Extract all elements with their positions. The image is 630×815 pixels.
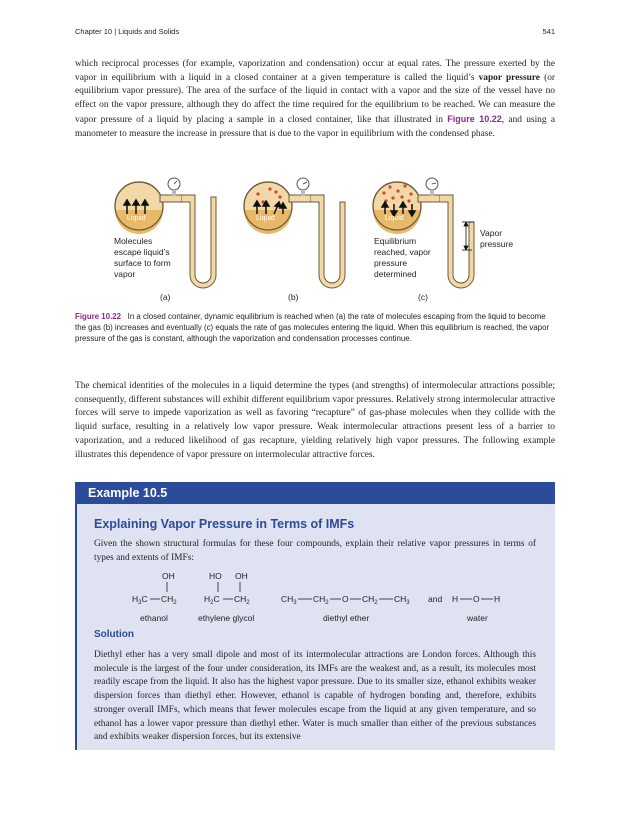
page-number: 541 [542,27,555,36]
intro-text-1: which reciprocal processes (for example, vaporization and condensation) occur at equal rates. The pressure exerted by the vapor in equilibrium with a liquid in a closed container at a given temperature is called the liquid’s [75,59,555,83]
example-title: Explaining Vapor Pressure in Terms of IMFs [94,517,355,531]
compound-water: water [467,613,488,623]
figure-caption [75,312,555,344]
panel-b-label: (b) [288,292,299,302]
vapor-pressure-label-0: Vapor [480,228,503,238]
chapter-title: Chapter 10 | Liquids and Solids [75,27,180,36]
panel-c-text-0: Equilibrium [374,236,417,246]
vapor-pressure-term: vapor pressure [478,72,540,83]
panel-c-label: (c) [418,292,428,302]
example-prompt: Given the shown structural formulas for these four compounds, explain their relative vapor pressures in terms of types and extents of IMFs: [94,539,536,563]
vapor-pressure-diagram [100,172,540,307]
svg-text:OH: OH [235,571,248,581]
svg-text:H: H [494,594,501,604]
svg-text:H3C: $H_3C$ [132,594,148,606]
solution-text: Diethyl ether has a very small dipole and most of its intermolecular attractions are London forces. Although this molecule is the largest of the four under consideration, its IMFs are the weakest and, as a result, its molecules most readily escape from the liquid. It also has the highest vapor pressure. Due to its smaller size, ethanol exhibits weaker dispersion forces than diethyl ether. However, ethanol is capable of hydrogen bonding and, therefore, exhibits stronger overall IMFs, which means that fewer molecules escape from the liquid at any given temperature, and so ethanol has a lower vapor pressure than diethyl ether. Water is much smaller than either of the previous substances and exhibits weaker dispersion forces, but its extensive [94,650,536,743]
body-paragraph: The chemical identities of the molecules in a liquid determine the types (and strengths) of intermolecular attractions possible; consequently, different substances will exhibit different equilibrium vapor pressures. Relatively strong intermolecular attractive forces will serve to impede vaporization as well as favoring “recapture” of gas-phase molecules when they collide with the liquid surface, resulting in a relatively low vapor pressure. Weak intermolecular attractions present less of a barrier to vaporization, and a reduced likelihood of gas recapture, yielding relatively high vapor pressures. The following example illustrates this dependence of vapor pressure on intermolecular attractive forces. [75,381,555,460]
panel-c [373,178,513,302]
panel-a-label: (a) [160,292,171,302]
compound-ethylene-glycol: ethylene glycol [198,613,255,623]
liquid-label-b: Liquid [256,215,275,222]
diethyl-ether-structure [281,594,410,606]
svg-text:O: O [342,594,349,604]
ethylene-glycol-structure [204,571,250,606]
svg-text:HO: HO [209,571,222,581]
intro-paragraph [75,58,555,141]
figure-10-22 [100,172,540,307]
panel-c-text-3: determined [374,269,417,279]
svg-text:CH2: $CH_2$ [313,594,329,606]
liquid-label-a: Liquid [127,215,146,222]
ethanol-structure [132,571,177,606]
svg-text:O: O [473,594,480,604]
panel-a [114,178,216,302]
intro-text-3: , and using a manometer to measure the increase in pressure that is due to the vapor in equilibrium with the condensed phase. [75,114,556,139]
compound-ethanol: ethanol [140,613,168,623]
svg-text:CH2: $CH_2$ [234,594,250,606]
panel-b [244,178,345,302]
intro-text-2: (or equilibrium vapor pressure). The area of the surface of the liquid in contact with a vapor and the size of the vessel have no effect on the vapor pressure, although they do affect the time required for the equilibrium to be reached. We can measure the vapor pressure of a liquid by placing a sample in a closed container, like that illustrated in [75,72,556,125]
structural-formulas [94,566,536,626]
svg-text:CH2: $CH_2$ [362,594,378,606]
panel-a-text-2: surface to form [114,258,171,268]
example-header: Example 10.5 [75,482,555,504]
svg-text:CH3: $CH_3$ [394,594,410,606]
formulas-svg [94,566,536,626]
svg-text:H: H [452,594,459,604]
panel-c-text-2: pressure [374,258,408,268]
compound-diethyl-ether: diethyl ether [323,613,370,623]
and-word: and [428,594,443,604]
water-structure [452,594,500,604]
panel-c-text-1: reached, vapor [374,247,431,257]
liquid-label-c: Liquid [385,215,404,222]
svg-text:H2C: $H_2C$ [204,594,220,606]
panel-a-text-1: escape liquid’s [114,247,170,257]
svg-text:OH: OH [162,571,175,581]
panel-a-text-0: Molecules [114,236,153,246]
vapor-pressure-label-1: pressure [480,239,514,249]
svg-text:CH2: $CH_2$ [161,594,177,606]
figure-link[interactable]: Figure 10.22 [447,113,502,124]
panel-a-text-3: vapor [114,269,136,279]
caption-figure-number: Figure 10.22 [75,312,122,321]
svg-text:CH3: $CH_3$ [281,594,297,606]
solution-heading: Solution [94,629,134,640]
caption-text: In a closed container, dynamic equilibrium is reached when (a) the rate of molecules escaping from the liquid to become the gas (b) increases and eventually (c) equals the rate of gas molecules entering the liquid. When this equilibrium is reached, the vapor pressure of the gas is constant, although the vaporization and condensation processes continue. [75,312,550,343]
page-header [75,27,555,39]
